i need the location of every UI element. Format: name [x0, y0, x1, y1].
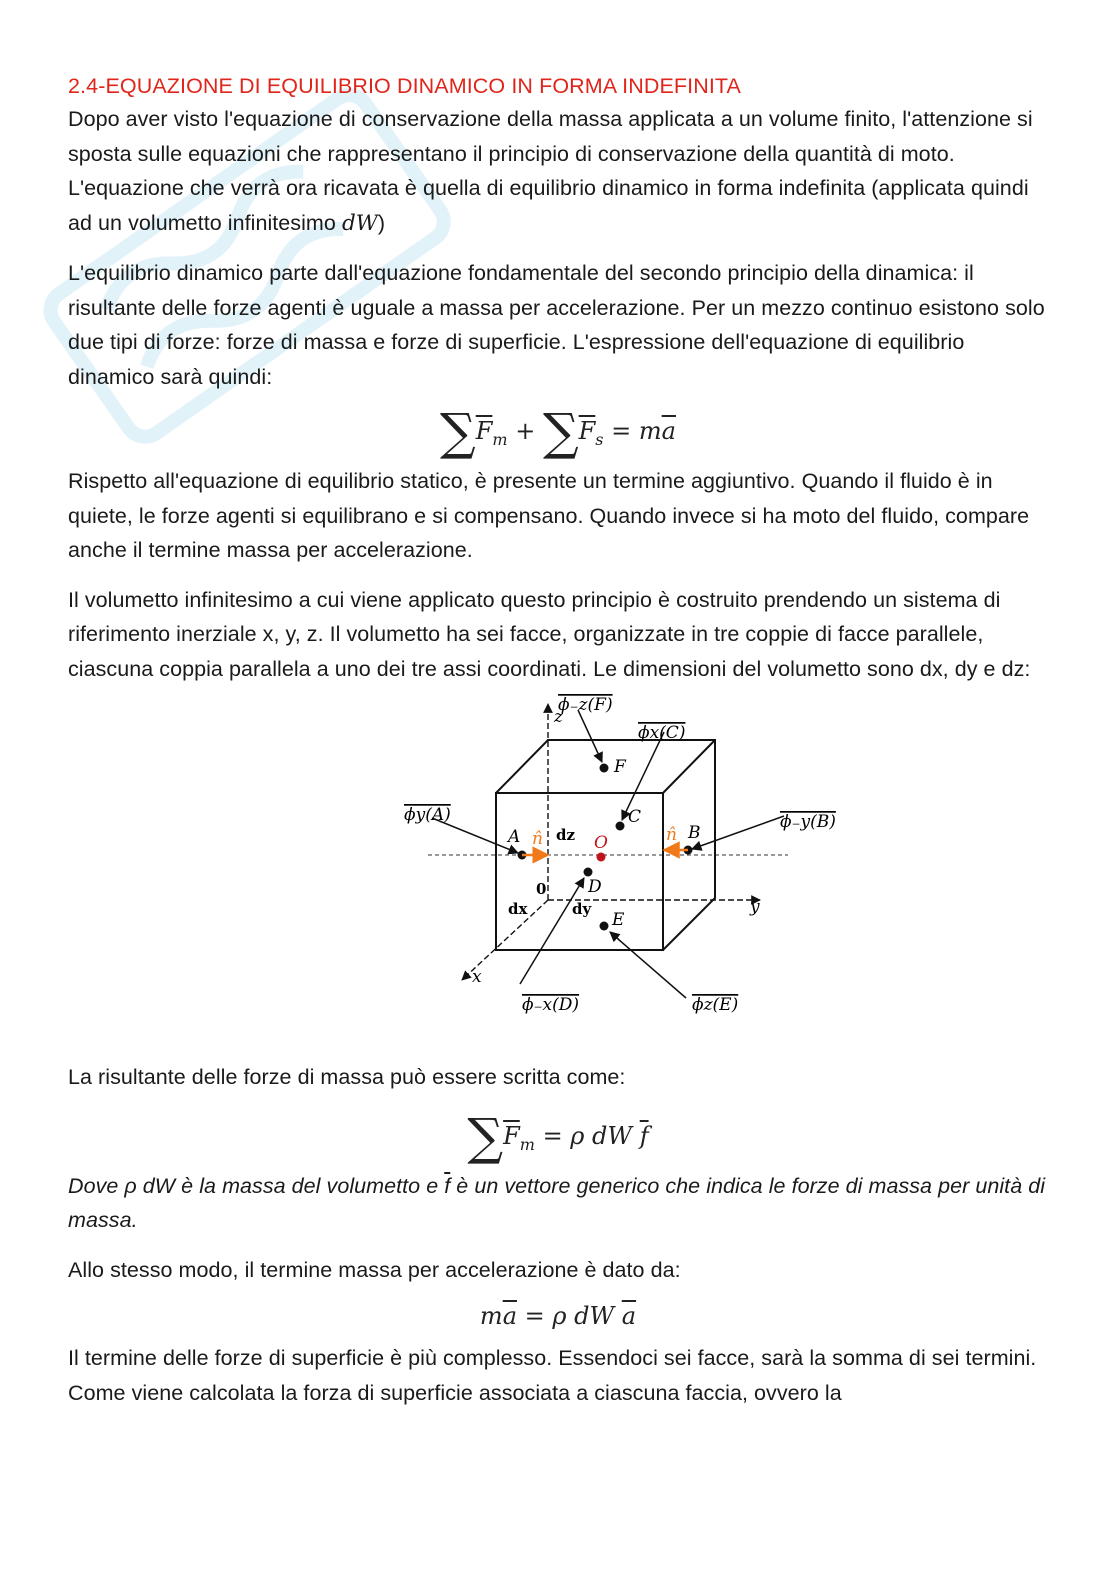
n-hat-label-B: n̂ [666, 825, 677, 845]
volume-element-figure [68, 690, 1048, 1060]
point-A-label: A [508, 827, 521, 847]
n-hat-label-A: n̂ [532, 829, 543, 849]
section-title: 2.4-EQUAZIONE DI EQUILIBRIO DINAMICO IN FORMA INDEFINITA [68, 74, 741, 98]
cube-diagram [388, 690, 848, 1060]
point-O-label: O [594, 833, 608, 853]
axis-label-x: x [472, 967, 482, 987]
flux-arrow-B [692, 816, 784, 849]
paragraph-dynamic-equilibrium: L'equilibrio dinamico parte dall'equazione fondamentale del secondo principio della dinamica: il risultante delle forze agenti è uguale a massa per accelerazione. Per un mezzo continuo esistono solo due tipi di forze: forze di massa e forze di superficie. L'espressione dell'equazione di equilibrio dinamico sarà quindi: [68, 261, 1045, 389]
paragraph-surface-forces: Il termine delle forze di superficie è più complesso. Essendoci sei facce, sarà la somma di sei termini. Come viene calcolata la forza di superficie associata a ciascuna faccia, ovvero la [68, 1346, 1037, 1405]
paragraph-static-comparison: Rispetto all'equazione di equilibrio statico, è presente un termine aggiuntivo. Quando il fluido è in quiete, le forze agenti si equilibrano e si compensano. Quando invece si ha moto del fluido, compare anche il termine massa per accelerazione. [68, 469, 1030, 562]
flux-label-A: ϕy(A) [404, 805, 451, 825]
axis-label-z: z [554, 707, 563, 727]
flux-label-B: ϕ₋y(B) [780, 812, 836, 832]
flux-label-D: ϕ₋x(D) [522, 995, 580, 1015]
label-origin: 0 [536, 880, 547, 898]
point-F [600, 764, 609, 773]
point-B-label: B [688, 823, 701, 843]
point-F-label: F [614, 757, 626, 777]
point-E-label: E [612, 910, 625, 930]
flux-arrow-E [610, 932, 686, 998]
paragraph-mass-forces: La risultante delle forze di massa può essere scritta come: [68, 1065, 626, 1089]
equation-mass-forces: $\sum\overline{F}_m = \rho$ dW $\overline{f}$ [467, 1107, 649, 1166]
label-dz: dz [556, 826, 576, 844]
label-dy: dy [572, 900, 592, 918]
flux-label-C: ϕx(C) [638, 723, 686, 743]
flux-label-F: ϕ₋z(F) [558, 695, 613, 715]
flux-label-E: ϕz(E) [692, 995, 739, 1015]
paragraph-mass-definition: Dove ρ dW è la massa del volumetto e $\overline{f}$ è un vettore generico che indica le forze di massa per unità di massa. [68, 1173, 1046, 1232]
point-E [600, 922, 609, 931]
axis-label-y: y [750, 897, 760, 917]
point-D-label: D [588, 877, 602, 897]
page-content [68, 70, 1048, 1410]
equation-dynamic-equilibrium: $\sum\overline{F}_m + \sum\overline{F}_s = m\overline{a}$ [440, 403, 676, 461]
flux-arrow-F [578, 710, 602, 762]
paragraph-volume-element: Il volumetto infinitesimo a cui viene applicato questo principio è costruito prendendo un sistema di riferimento inerziale x, y, z. Il volumetto ha sei facce, organizzate in tre coppie di facce parallele, ciascuna coppia parallela a uno dei tre assi coordinati. Le dimensioni del volumetto sono dx, dy e dz: [68, 587, 1031, 681]
label-dx: dx [508, 900, 528, 918]
flux-arrow-D [520, 878, 584, 984]
point-D [584, 868, 593, 877]
point-O [597, 853, 606, 862]
flux-arrow-C [622, 732, 664, 820]
point-C-label: C [628, 807, 642, 827]
paragraph-intro: Dopo aver visto l'equazione di conservazione della massa applicata a un volume finito, l'attenzione si sposta sulle equazioni che rappresentano il principio di conservazione della quantità di moto. L'equazione che verrà ora ricavata è quella di equilibrio dinamico in forma indefinita (applicata quindi ad un volumetto infinitesimo dW) [68, 107, 1033, 236]
paragraph-mass-acceleration: Allo stesso modo, il termine massa per accelerazione è dato da: [68, 1257, 681, 1282]
equation-mass-acceleration: $m\overline{a} = \rho$ dW $\overline{a}$ [479, 1302, 637, 1330]
point-C [616, 822, 625, 831]
